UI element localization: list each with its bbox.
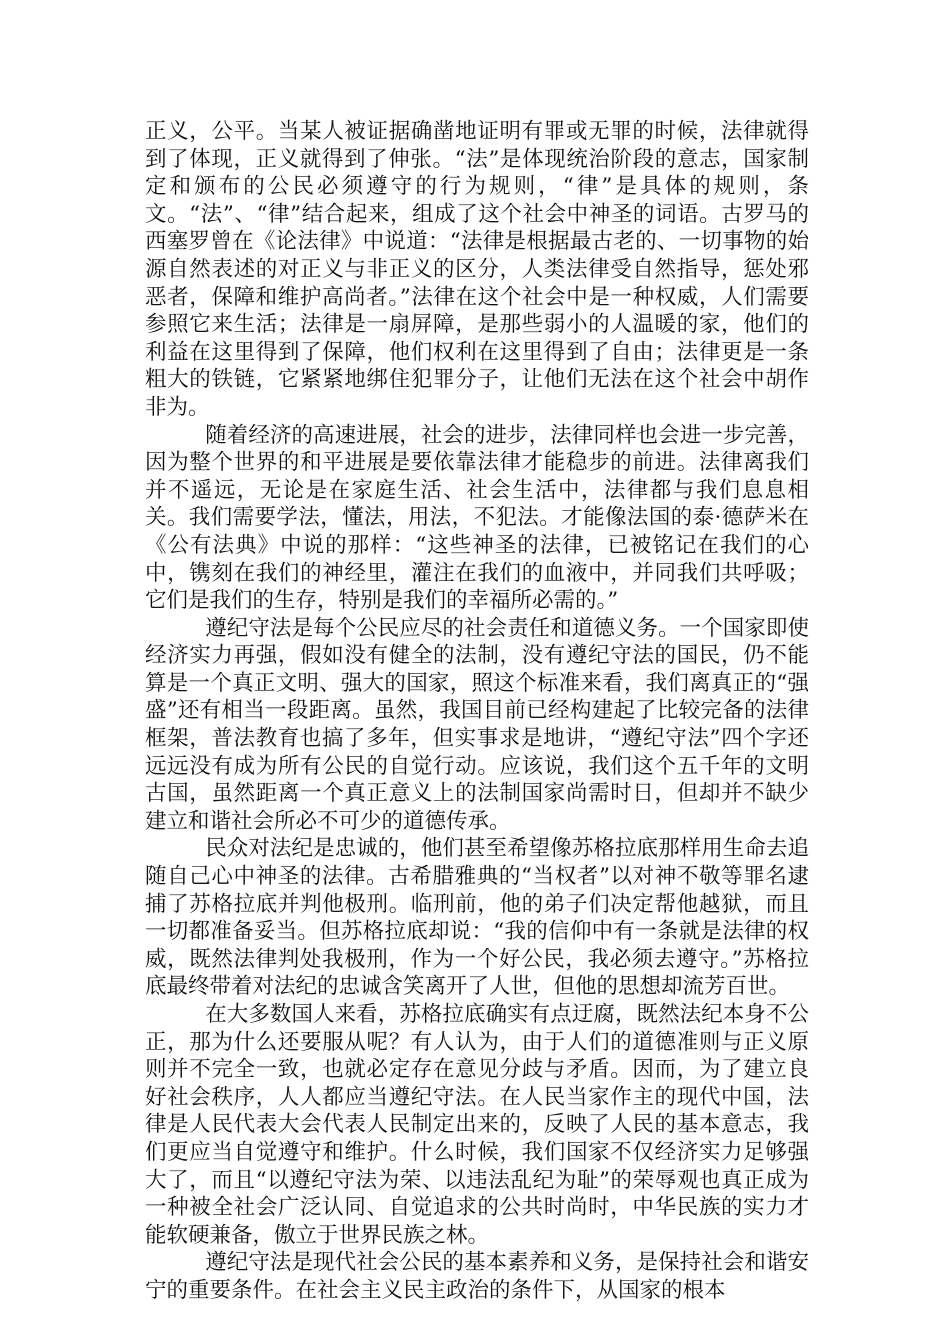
paragraph-law-and-progress: 随着经济的高速进展，社会的进步，法律同样也会进一步完善，因为整个世界的和平进展是要依靠法律才能稳步的前进。法律离我们并不遥远，无论是在家庭生活、社会生活中，法律都与我们息息相关。我们需要学法，懂法，用法，不犯法。才能像法国的泰·德萨米在《公有法典》中说的那样：“这些神圣的法律，已被铭记在我们的心中，镌刻在我们的神经里，灌注在我们的血液中，并同我们共呼吸；它们是我们的生存，特别是我们的幸福所必需的。” — [145, 422, 809, 614]
paragraph-socrates: 民众对法纪是忠诚的，他们甚至希望像苏格拉底那样用生命去追随自己心中神圣的法律。古希腊雅典的“当权者”以对神不敬等罪名逮捕了苏格拉底并判他极刑。临刑前，他的弟子们决定帮他越狱，而且一切都准备妥当。但苏格拉底却说：“我的信仰中有一条就是法律的权威，既然法律判处我极刑，作为一个好公民，我必须去遵守。”苏格拉底最终带着对法纪的忠诚含笑离开了人世，但他的思想却流芳百世。 — [145, 836, 809, 1000]
paragraph-civic-duty: 遵纪守法是每个公民应尽的社会责任和道德义务。一个国家即使经济实力再强，假如没有健全的法制，没有遵纪守法的国民，仍不能算是一个真正文明、强大的国家，照这个标准来看，我们离真正的“强盛”还有相当一段距离。虽然，我国目前已经构建起了比较完备的法律框架，普法教育也搞了多年，但实事求是地讲，“遵纪守法”四个字还远远没有成为所有公民的自觉行动。应该说，我们这个五千年的文明古国，虽然距离一个真正意义上的法制国家尚需时日，但却并不缺少建立和谐社会所必不可少的道德传承。 — [145, 615, 809, 834]
paragraph-modern-china: 在大多数国人来看，苏格拉底确实有点迂腐，既然法纪本身不公正，那为什么还要服从呢？有人认为，由于人们的道德准则与正义原则并不完全一致，也就必定存在意见分歧与矛盾。因而，为了建立良好社会秩序，人人都应当遵纪守法。在人民当家作主的现代中国，法律是人民代表大会代表人民制定出来的，反映了人民的基本意志，我们更应当自觉遵守和维护。什么时候，我们国家不仅经济实力足够强大了，而且“以遵纪守法为荣、以违法乱纪为耻”的荣辱观也真正成为一种被全社会广泛认同、自觉追求的公共时尚时，中华民族的实力才能软硬兼备，傲立于世界民族之林。 — [145, 1002, 809, 1248]
paragraph-justice-and-law: 正义，公平。当某人被证据确凿地证明有罪或无罪的时候，法律就得到了体现，正义就得到了伸张。“法”是体现统治阶段的意志，国家制定和颁布的公民必须遵守的行为规则，“律”是具体的规则，条文。“法”、“律”结合起来，组成了这个社会中神圣的词语。古罗马的西塞罗曾在《论法律》中说道：“法律是根据最古老的、一切事物的始源自然表述的对正义与非正义的区分，人类法律受自然指导，惩处邪恶者，保障和维护高尚者。”法律在这个社会中是一种权威，人们需要参照它来生活；法律是一扇屏障，是那些弱小的人温暖的家，他们的利益在这里得到了保障，他们权利在这里得到了自由；法律更是一条粗大的铁链，它紧紧地绑住犯罪分子，让他们无法在这个社会中胡作非为。 — [145, 119, 809, 420]
paragraph-social-harmony: 遵纪守法是现代社会公民的基本素养和义务，是保持社会和谐安宁的重要条件。在社会主义民主政治的条件下，从国家的根本 — [145, 1250, 809, 1303]
document-body — [145, 118, 809, 1305]
